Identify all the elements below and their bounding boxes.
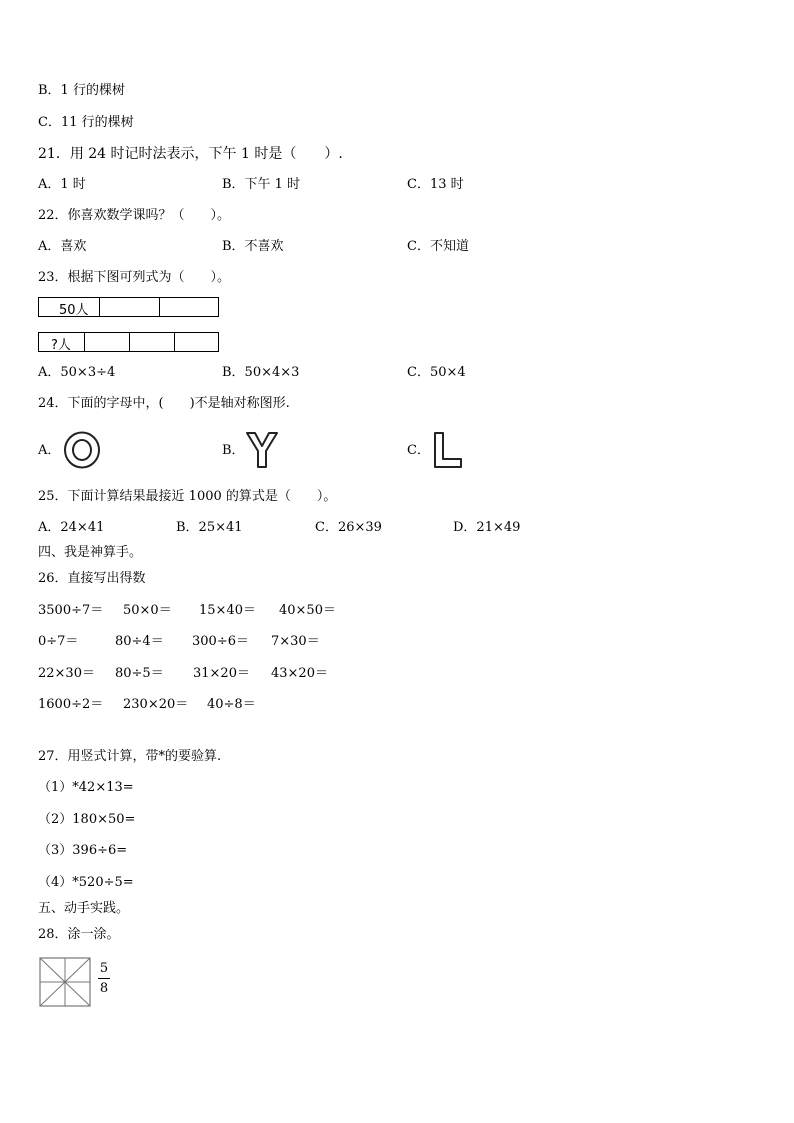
q25-question: 25．下面计算结果最接近 1000 的算式是（ ）。	[38, 489, 337, 504]
q26-item: 300÷6＝	[192, 634, 249, 649]
q26-item: 0÷7＝	[38, 634, 79, 649]
q21-option-a: A．1 时	[38, 177, 86, 192]
q26-item: 1600÷2＝	[38, 697, 104, 712]
q26-item: 3500÷7＝	[38, 603, 104, 618]
q26-item: 80÷5＝	[115, 666, 164, 681]
q23-bottom-divider	[174, 333, 175, 351]
q23-question: 23．根据下图可列式为（ ）。	[38, 270, 231, 285]
q27-question: 27．用竖式计算，带*的要验算.	[38, 749, 222, 764]
q22-question: 22．你喜欢数学课吗？（ ）。	[38, 208, 231, 223]
q22-option-c: C．不知道	[407, 239, 469, 254]
q26-item: 31×20＝	[193, 666, 250, 681]
q23-bottom-label: ?人	[51, 338, 71, 353]
fraction-denominator: 8	[99, 981, 109, 996]
q27-item: （2）180×50=	[38, 812, 136, 827]
q26-item: 15×40＝	[199, 603, 256, 618]
q24-option-a-label: A．	[38, 443, 61, 458]
q25-option-d: D．21×49	[453, 520, 521, 535]
section-5-heading: 五、动手实践。	[38, 901, 130, 916]
fraction	[97, 961, 111, 996]
q27-item: （1）*42×13=	[38, 780, 134, 795]
q26-question: 26．直接写出得数	[38, 571, 146, 586]
letter-o-icon	[62, 430, 102, 470]
q26-item: 7×30＝	[271, 634, 320, 649]
q26-item: 22×30＝	[38, 666, 95, 681]
q20-option-b: B．1 行的棵树	[38, 83, 125, 98]
q22-option-a: A．喜欢	[38, 239, 87, 254]
q23-option-b: B．50×4×3	[222, 365, 300, 380]
q21-option-c: C．13 时	[407, 177, 464, 192]
fraction-numerator: 5	[99, 961, 109, 976]
q26-item: 43×20＝	[271, 666, 328, 681]
q23-top-divider	[99, 298, 100, 316]
q23-option-a: A．50×3÷4	[38, 365, 116, 380]
q20-option-c: C．11 行的棵树	[38, 115, 134, 130]
q28-question: 28．涂一涂。	[38, 927, 120, 942]
q23-top-bar	[38, 297, 219, 317]
q22-option-b: B．不喜欢	[222, 239, 284, 254]
q26-item: 80÷4＝	[115, 634, 164, 649]
q26-item: 230×20＝	[123, 697, 189, 712]
q24-question: 24．下面的字母中，( )不是轴对称图形.	[38, 396, 290, 411]
letter-y-icon	[244, 430, 280, 470]
q24-option-b-label: B．	[222, 443, 245, 458]
letter-l-icon	[431, 430, 465, 470]
q23-bottom-divider	[84, 333, 85, 351]
eighths-square-grid[interactable]	[39, 957, 91, 1007]
q21-option-b: B．下午 1 时	[222, 177, 301, 192]
q26-item: 40×50＝	[279, 603, 336, 618]
q26-item: 40÷8＝	[207, 697, 256, 712]
q24-option-c-label: C．	[407, 443, 430, 458]
q27-item: （4）*520÷5=	[38, 875, 134, 890]
q23-top-divider	[159, 298, 160, 316]
q25-option-a: A．24×41	[38, 520, 105, 535]
q25-option-b: B．25×41	[176, 520, 243, 535]
fraction-bar	[98, 978, 110, 979]
q25-option-c: C．26×39	[315, 520, 382, 535]
section-4-heading: 四、我是神算手。	[38, 545, 143, 560]
q21-question: 21．用 24 时记时法表示，下午 1 时是（ ）.	[38, 146, 343, 162]
q23-top-label: 50人	[59, 303, 89, 318]
q23-bottom-bar	[38, 332, 219, 352]
q23-bottom-divider	[129, 333, 130, 351]
q26-item: 50×0＝	[123, 603, 172, 618]
q27-item: （3）396÷6=	[38, 843, 128, 858]
q23-option-c: C．50×4	[407, 365, 466, 380]
